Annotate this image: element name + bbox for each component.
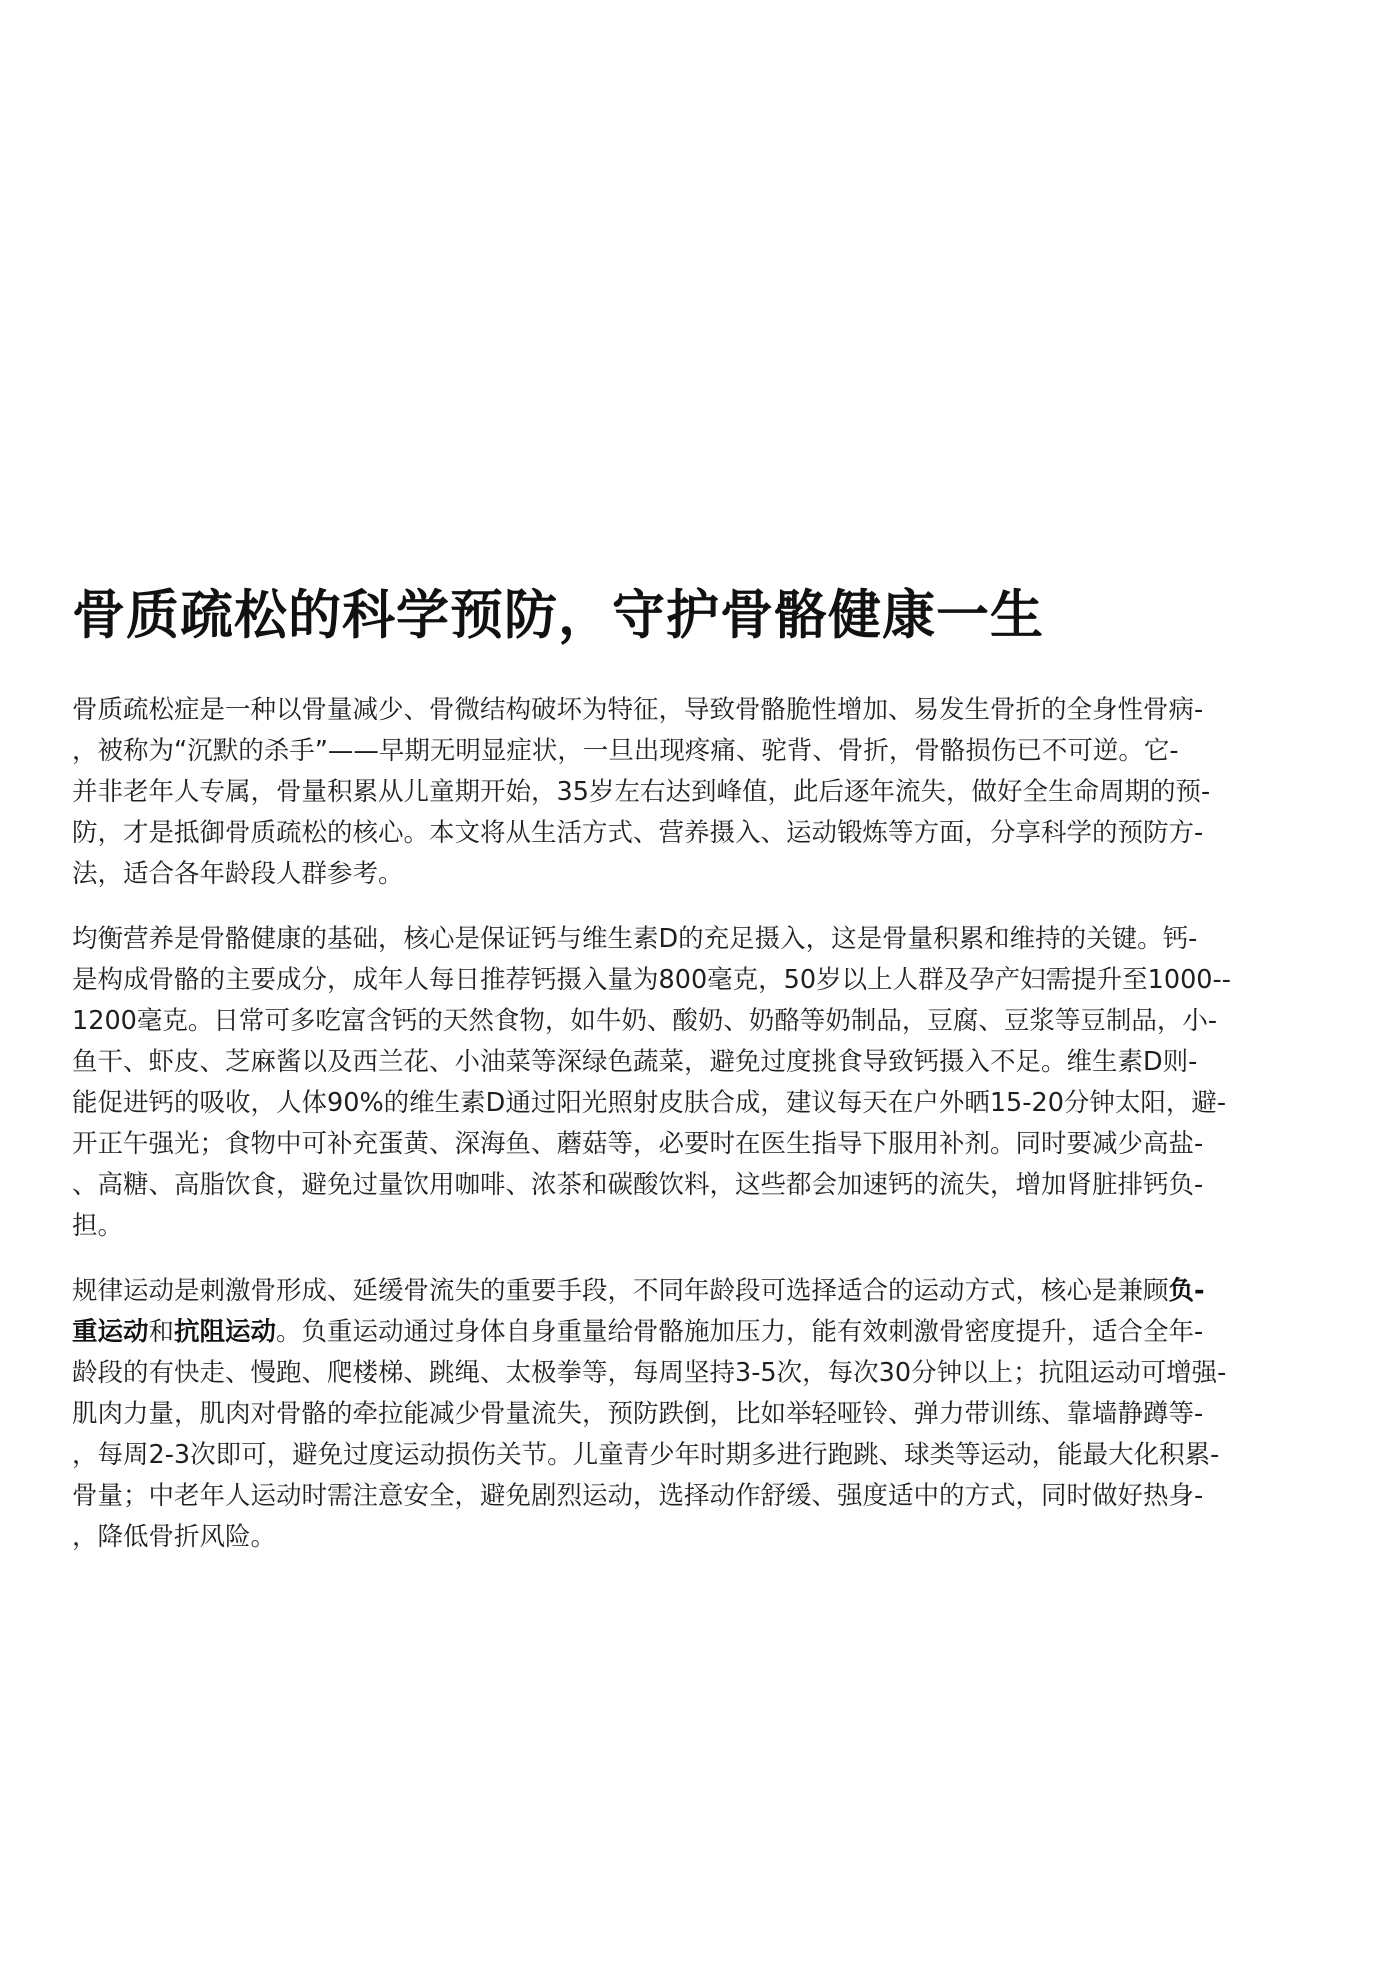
text-line: 开正午强光；食物中可补充蛋黄、深海鱼、蘑菇等，必要时在医生指导下服用补剂。同时要减少高盐- [72, 1129, 1204, 1159]
text-segment: 和 [148, 1317, 175, 1347]
text-line [72, 1271, 1322, 1312]
text-line: ，降低骨折风险。 [72, 1522, 277, 1552]
article [72, 580, 1322, 1582]
text-segment: 。负重运动通过身体自身重量给骨骼施加压力，能有效刺激骨密度提升，适合全年- [276, 1317, 1204, 1347]
text-line: 防，才是抵御骨质疏松的核心。本文将从生活方式、营养摄入、运动锻炼等方面，分享科学的预防方- [72, 818, 1204, 848]
bold-term: 负- [1168, 1276, 1205, 1306]
text-segment: 规律运动是刺激骨形成、延缓骨流失的重要手段，不同年龄段可选择适合的运动方式，核心是兼顾 [72, 1276, 1169, 1306]
text-line: 能促进钙的吸收，人体90%的维生素D通过阳光照射皮肤合成，建议每天在户外晒15-20分钟太阳，避- [72, 1088, 1227, 1118]
text-line: 骨量；中老年人运动时需注意安全，避免剧烈运动，选择动作舒缓、强度适中的方式，同时做好热身- [72, 1481, 1204, 1511]
text-line [72, 1312, 1322, 1353]
text-line: 鱼干、虾皮、芝麻酱以及西兰花、小油菜等深绿色蔬菜，避免过度挑食导致钙摄入不足。维生素D则- [72, 1047, 1198, 1077]
text-line: 、高糖、高脂饮食，避免过量饮用咖啡、浓茶和碳酸饮料，这些都会加速钙的流失，增加肾脏排钙负- [72, 1170, 1204, 1200]
paragraph-intro [72, 690, 1322, 895]
text-line: 1200毫克。日常可多吃富含钙的天然食物，如牛奶、酸奶、奶酪等奶制品，豆腐、豆浆等豆制品，小- [72, 1006, 1218, 1036]
text-line: 肌肉力量，肌肉对骨骼的牵拉能减少骨量流失，预防跌倒，比如举轻哑铃、弹力带训练、靠墙静蹲等- [72, 1399, 1204, 1429]
article-title: 骨质疏松的科学预防，守护骨骼健康一生 [72, 585, 1044, 646]
text-line: ，被称为“沉默的杀手”——早期无明显症状，一旦出现疼痛、驼背、骨折，骨骼损伤已不可逆。它- [72, 736, 1179, 766]
bold-term: 抗阻运动 [174, 1317, 277, 1347]
text-line: 并非老年人专属，骨量积累从儿童期开始，35岁左右达到峰值，此后逐年流失，做好全生命周期的预- [72, 777, 1211, 807]
text-line: ，每周2-3次即可，避免过度运动损伤关节。儿童青少年时期多进行跑跳、球类等运动，能最大化积累- [72, 1440, 1220, 1470]
text-line: 均衡营养是骨骼健康的基础，核心是保证钙与维生素D的充足摄入，这是骨量积累和维持的关键。钙- [72, 924, 1198, 954]
paragraph-exercise [72, 1271, 1322, 1558]
text-line: 龄段的有快走、慢跑、爬楼梯、跳绳、太极拳等，每周坚持3-5次，每次30分钟以上；抗阻运动可增强- [72, 1358, 1227, 1388]
text-line: 骨质疏松症是一种以骨量减少、骨微结构破坏为特征，导致骨骼脆性增加、易发生骨折的全身性骨病- [72, 695, 1204, 725]
bold-term: 重运动 [72, 1317, 149, 1347]
text-line: 是构成骨骼的主要成分，成年人每日推荐钙摄入量为800毫克，50岁以上人群及孕产妇需提升至1000-- [72, 965, 1231, 995]
text-line: 法，适合各年龄段人群参考。 [72, 859, 404, 889]
text-line: 担。 [72, 1211, 124, 1241]
paragraph-nutrition [72, 919, 1322, 1247]
